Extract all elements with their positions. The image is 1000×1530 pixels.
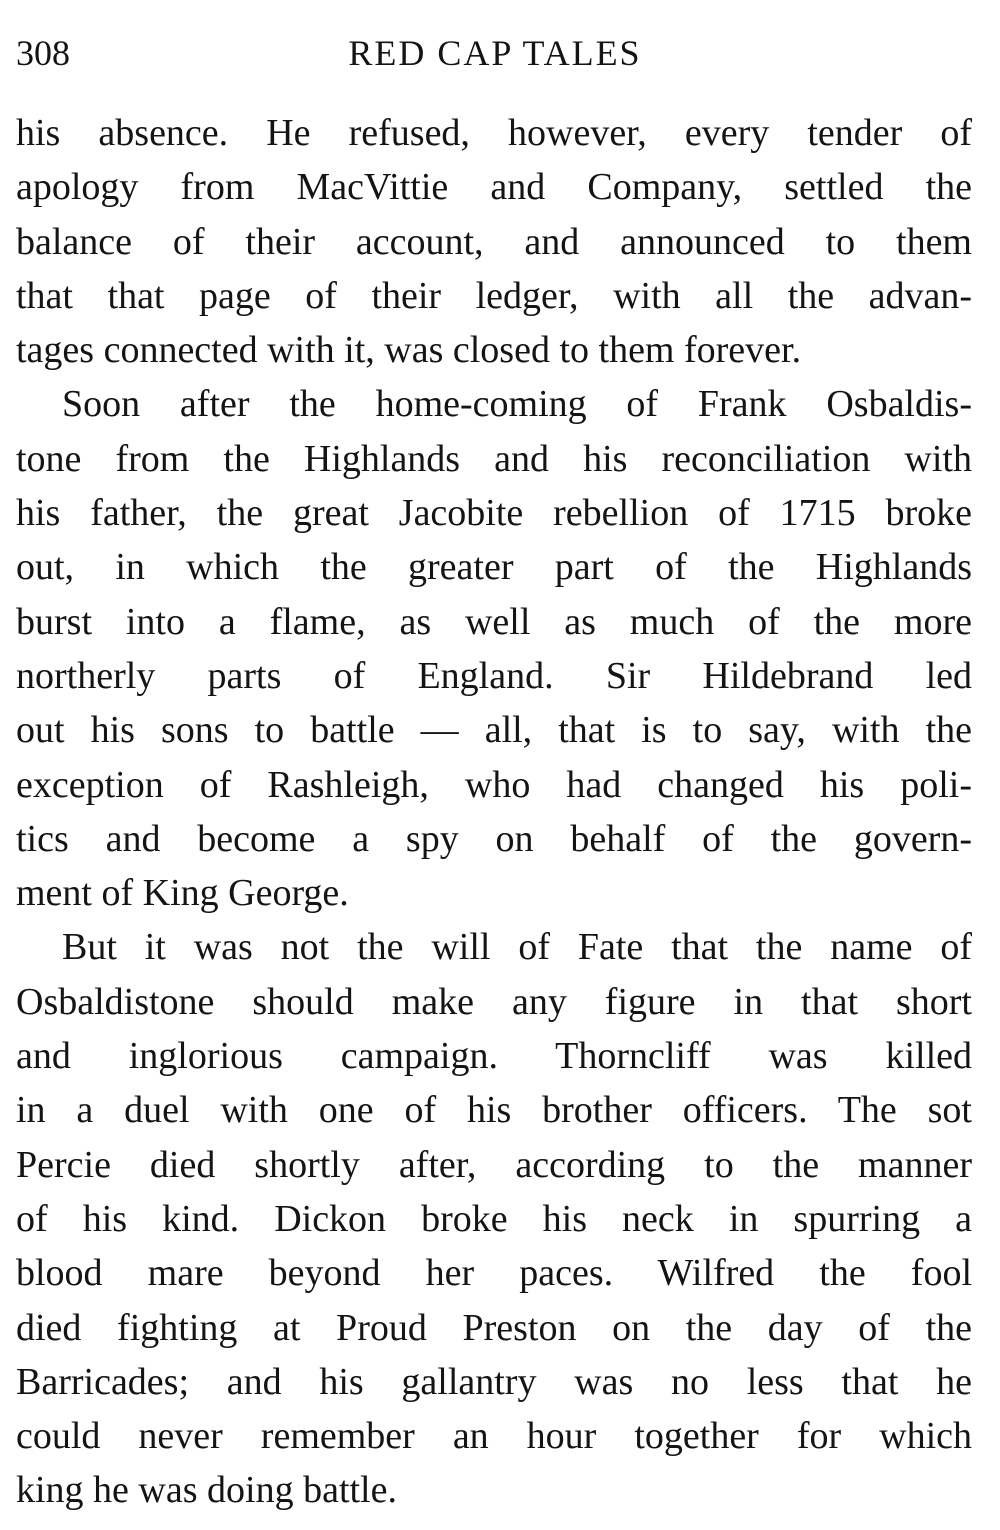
text-line: tics and become a spy on behalf of the govern- — [16, 817, 972, 860]
text-line: Barricades; and his gallantry was no less that he — [16, 1360, 972, 1403]
text-line: balance of their account, and announced to them — [16, 220, 972, 263]
text-line: apology from MacVittie and Company, settled the — [16, 166, 972, 209]
text-line: king he was doing battle. — [16, 1469, 397, 1512]
text-line: out his sons to battle — all, that is to say, with the — [16, 709, 972, 752]
text-line: northerly parts of England. Sir Hildebrand led — [16, 654, 972, 697]
text-line: could never remember an hour together for which — [16, 1415, 972, 1458]
text-line: that that page of their ledger, with all the advan- — [16, 274, 972, 317]
text-line: in a duel with one of his brother officers. The sot — [16, 1089, 972, 1132]
text-line: died fighting at Proud Preston on the day of the — [16, 1306, 972, 1349]
text-line: Osbaldistone should make any figure in that short — [16, 980, 972, 1023]
running-title: RED CAP TALES — [348, 33, 642, 73]
text-line: his father, the great Jacobite rebellion of 1715 broke — [16, 492, 972, 535]
text-line: Percie died shortly after, according to the manner — [16, 1143, 972, 1186]
text-line: burst into a flame, as well as much of the more — [16, 600, 972, 643]
text-line: But it was not the will of Fate that the name of — [62, 926, 972, 969]
text-line: tages connected with it, was closed to them forever. — [16, 329, 802, 372]
text-line: blood mare beyond her paces. Wilfred the fool — [16, 1252, 972, 1295]
text-line: ment of King George. — [16, 872, 349, 915]
running-head — [16, 28, 974, 78]
text-line: his absence. He refused, however, every tender of — [16, 112, 972, 154]
page-number: 308 — [16, 33, 70, 73]
text-line: out, in which the greater part of the Highlands — [16, 546, 972, 589]
text-line: Soon after the home-coming of Frank Osbaldis- — [62, 383, 972, 426]
text-line: and inglorious campaign. Thorncliff was killed — [16, 1035, 972, 1078]
text-line: of his kind. Dickon broke his neck in spurring a — [16, 1197, 972, 1240]
body-text — [16, 106, 972, 1518]
text-line: exception of Rashleigh, who had changed his poli- — [16, 763, 972, 806]
text-line: tone from the Highlands and his reconciliation with — [16, 437, 972, 480]
